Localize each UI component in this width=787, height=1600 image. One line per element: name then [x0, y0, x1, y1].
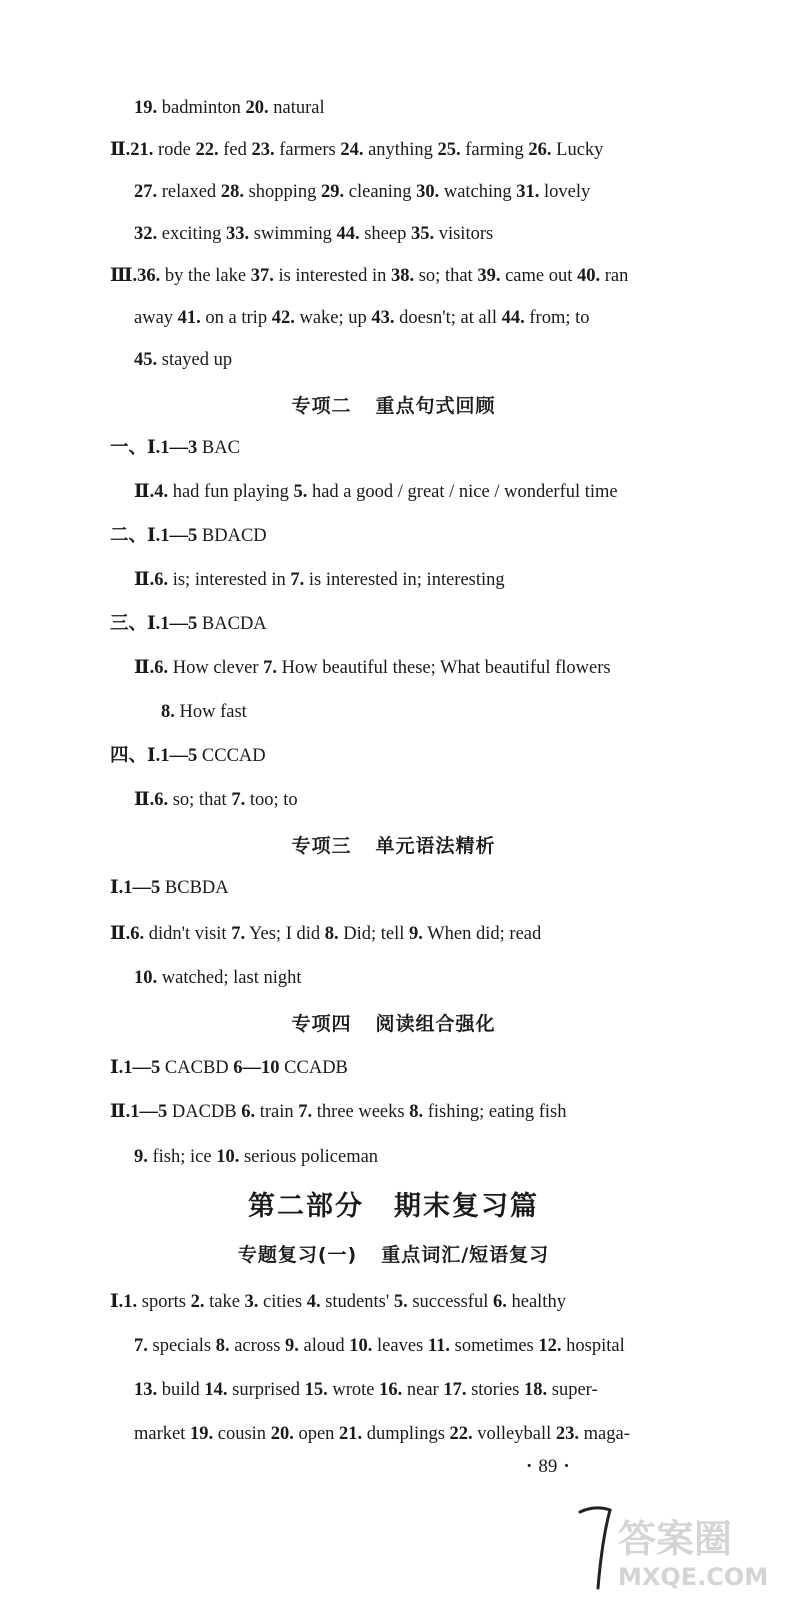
answer-text: is; interested in [168, 570, 291, 590]
answer-line [134, 966, 302, 990]
item-number: 二、Ⅰ.1—5 [110, 526, 198, 546]
answer-text: had fun playing [168, 482, 294, 502]
answer-text: cousin [213, 1424, 271, 1444]
answer-text: CACBD [160, 1058, 234, 1078]
answer-line [134, 180, 590, 204]
item-number: 7. [263, 658, 277, 678]
answer-text: had a good / great / nice / wonderful time [307, 482, 618, 502]
answer-text: market [134, 1424, 190, 1444]
item-number: 4. [306, 1292, 321, 1312]
item-number: 30. [416, 182, 440, 202]
item-number: 6. [241, 1102, 256, 1122]
answer-text: farmers [274, 140, 341, 160]
answer-text: train [255, 1102, 299, 1122]
answer-text: specials [147, 1336, 216, 1356]
item-number: 28. [220, 182, 244, 202]
answer-text: away [134, 308, 178, 328]
item-number: 19. [190, 1424, 214, 1444]
answer-text: watching [439, 182, 517, 202]
answer-text: Yes; I did [245, 924, 325, 944]
item-number: 1. [123, 1292, 138, 1312]
answer-text: build [157, 1380, 205, 1400]
answer-text: BDACD [197, 526, 267, 546]
answer-line [110, 922, 541, 946]
answer-text: came out [500, 266, 577, 286]
item-number: 一、Ⅰ.1—3 [110, 438, 198, 458]
watermark-logo [570, 1500, 780, 1595]
answer-text: across [229, 1336, 286, 1356]
answer-text: lovely [539, 182, 591, 202]
item-number: 20. [270, 1424, 294, 1444]
item-number: 19. [134, 98, 158, 118]
answer-text: stories [466, 1380, 525, 1400]
item-number: 33. [225, 224, 250, 244]
answer-line [134, 348, 232, 372]
answer-text: by the lake [160, 266, 251, 286]
answer-text: is interested in [273, 266, 391, 286]
answer-line [110, 524, 267, 548]
answer-text: successful [407, 1292, 493, 1312]
answer-text: is interested in; interesting [304, 570, 505, 590]
answer-text: CCADB [279, 1058, 348, 1078]
section-roman: Ⅱ. [110, 924, 131, 944]
answer-text: How beautiful these; What beautiful flowers [277, 658, 611, 678]
answer-text: BACDA [197, 614, 267, 634]
answer-text: open [293, 1424, 340, 1444]
item-number: 6. [154, 658, 169, 678]
item-number: 14. [204, 1380, 228, 1400]
section-heading: 专项三 单元语法精析 [291, 835, 496, 857]
item-number: 21. [339, 1424, 363, 1444]
section-roman: Ⅲ. [110, 266, 138, 286]
item-number: 10. [349, 1336, 373, 1356]
pen-stroke-icon [580, 1508, 610, 1588]
section-heading: 专项四 阅读组合强化 [291, 1013, 496, 1035]
item-number: 35. [410, 224, 435, 244]
answer-line [110, 1056, 348, 1080]
answer-line [134, 306, 590, 330]
answer-text: aloud [298, 1336, 350, 1356]
answer-line [134, 1378, 598, 1402]
item-number: 41. [177, 308, 201, 328]
item-number: 20. [245, 98, 269, 118]
answer-line [110, 138, 603, 162]
item-number: 12. [538, 1336, 562, 1356]
answer-text: wrote [327, 1380, 380, 1400]
answer-text: so; that [168, 790, 232, 810]
item-number: Ⅰ.1—5 [110, 878, 161, 898]
item-number: 32. [134, 224, 158, 244]
answer-text: super- [547, 1380, 598, 1400]
answer-line [134, 1334, 625, 1358]
answer-text: farming [460, 140, 529, 160]
item-number: 40. [577, 266, 601, 286]
answer-text: badminton [157, 98, 246, 118]
answer-text: doesn't; at all [394, 308, 502, 328]
section-roman: Ⅱ. [134, 658, 155, 678]
answer-text: Lucky [551, 140, 604, 160]
answer-line [110, 1290, 566, 1314]
item-number: 7. [290, 570, 305, 590]
answer-text: watched; last night [157, 968, 302, 988]
answer-line [134, 1145, 378, 1169]
answer-text: How clever [168, 658, 264, 678]
answer-text: sometimes [450, 1336, 539, 1356]
item-number: 6. [493, 1292, 507, 1312]
answer-text: cleaning [344, 182, 417, 202]
answer-text: so; that [414, 266, 478, 286]
part-heading: 第二部分 期末复习篇 [248, 1191, 539, 1222]
item-number: 5. [293, 482, 308, 502]
answer-text: leaves [372, 1336, 428, 1356]
section-roman: Ⅱ. [134, 482, 155, 502]
item-number: 2. [190, 1292, 205, 1312]
item-number: 22. [449, 1424, 473, 1444]
item-number: 39. [477, 266, 501, 286]
section-roman: Ⅱ. [134, 570, 155, 590]
answer-text: BAC [197, 438, 240, 458]
item-number: 9. [285, 1336, 299, 1356]
answer-text: dumplings [362, 1424, 450, 1444]
watermark-text-url: MXQE.COM [618, 1563, 769, 1591]
answer-line [110, 876, 229, 900]
answer-text: shopping [243, 182, 322, 202]
item-number: 7. [134, 1336, 148, 1356]
item-number: 7. [231, 924, 246, 944]
item-number: 9. [134, 1147, 148, 1167]
item-number: 8. [161, 702, 175, 722]
item-number: 10. [216, 1147, 240, 1167]
item-number: 6—10 [233, 1058, 280, 1078]
answer-text: stayed up [157, 350, 233, 370]
item-number: 9. [409, 924, 423, 944]
item-number: 三、Ⅰ.1—5 [110, 614, 198, 634]
review-heading: 专题复习(一) 重点词汇/短语复习 [237, 1244, 550, 1266]
answer-text: Did; tell [338, 924, 410, 944]
item-number: 6. [154, 790, 169, 810]
answer-text: fishing; eating fish [423, 1102, 567, 1122]
watermark-text-cn: 答案圈 [618, 1517, 733, 1561]
item-number: 42. [271, 308, 295, 328]
answer-text: didn't visit [144, 924, 232, 944]
answer-text: fed [218, 140, 252, 160]
answer-line [110, 1100, 566, 1124]
answer-text: take [204, 1292, 245, 1312]
answer-text: swimming [249, 224, 337, 244]
answer-text: DACDB [167, 1102, 242, 1122]
item-number: 3. [244, 1292, 259, 1312]
answer-text: volleyball [472, 1424, 556, 1444]
section-roman: Ⅰ. [110, 1292, 124, 1312]
item-number: 6. [130, 924, 145, 944]
answer-text: healthy [506, 1292, 566, 1312]
page-number: · 89 · [526, 1456, 570, 1477]
answer-text: wake; up [294, 308, 372, 328]
item-number: 7. [231, 790, 246, 810]
item-number: 17. [443, 1380, 467, 1400]
item-number: 8. [215, 1336, 230, 1356]
answer-text: How fast [174, 702, 247, 722]
answer-text: surprised [227, 1380, 305, 1400]
answer-text: serious policeman [239, 1147, 379, 1167]
item-number: 25. [437, 140, 461, 160]
item-number: Ⅰ.1—5 [110, 1058, 161, 1078]
answer-text: from; to [524, 308, 590, 328]
item-number: 8. [324, 924, 339, 944]
answer-line [134, 480, 618, 504]
answer-text: natural [268, 98, 325, 118]
dot-icon: · [563, 1456, 570, 1477]
item-number: 8. [409, 1102, 424, 1122]
item-number: 四、Ⅰ.1—5 [110, 746, 198, 766]
answer-line [134, 96, 325, 120]
section-roman: Ⅱ. [110, 140, 131, 160]
answer-text: ran [600, 266, 629, 286]
item-number: 4. [154, 482, 169, 502]
item-number: 10. [134, 968, 158, 988]
answer-text: anything [363, 140, 438, 160]
answer-text: BCBDA [160, 878, 229, 898]
answer-line [161, 700, 247, 724]
item-number: 26. [528, 140, 552, 160]
item-number: 36. [137, 266, 161, 286]
item-number: 15. [304, 1380, 328, 1400]
item-number: 22. [195, 140, 219, 160]
answer-text: exciting [157, 224, 226, 244]
item-number: 38. [390, 266, 415, 286]
answer-line [134, 656, 611, 680]
item-number: 44. [336, 224, 360, 244]
item-number: Ⅱ.1—5 [110, 1102, 168, 1122]
answer-text: too; to [245, 790, 298, 810]
item-number: 27. [134, 182, 158, 202]
section-heading: 专项二 重点句式回顾 [291, 395, 496, 417]
answer-text: CCCAD [197, 746, 266, 766]
answer-text: sports [137, 1292, 191, 1312]
answer-text: on a trip [200, 308, 272, 328]
item-number: 21. [130, 140, 154, 160]
answer-line [110, 744, 266, 768]
answer-line [110, 436, 240, 460]
answer-text: visitors [434, 224, 494, 244]
answer-line [134, 568, 505, 592]
item-number: 16. [379, 1380, 403, 1400]
item-number: 23. [251, 140, 275, 160]
item-number: 23. [555, 1424, 580, 1444]
answer-text: relaxed [157, 182, 221, 202]
dot-icon: · [526, 1456, 533, 1477]
answer-line [110, 264, 628, 288]
answer-text: fish; ice [147, 1147, 217, 1167]
answer-text: rode [153, 140, 196, 160]
answer-text: maga- [579, 1424, 630, 1444]
item-number: 37. [250, 266, 274, 286]
answer-text: hospital [561, 1336, 625, 1356]
section-roman: Ⅱ. [134, 790, 155, 810]
item-number: 45. [134, 350, 158, 370]
item-number: 24. [340, 140, 364, 160]
item-number: 11. [427, 1336, 450, 1356]
answer-line [110, 612, 267, 636]
item-number: 44. [501, 308, 525, 328]
item-number: 13. [134, 1380, 158, 1400]
item-number: 6. [154, 570, 169, 590]
item-number: 31. [516, 182, 540, 202]
item-number: 29. [321, 182, 345, 202]
answer-text: cities [258, 1292, 307, 1312]
item-number: 7. [298, 1102, 313, 1122]
item-number: 18. [524, 1380, 548, 1400]
answer-text: sheep [359, 224, 411, 244]
item-number: 5. [393, 1292, 408, 1312]
answer-text: When did; read [422, 924, 542, 944]
answer-line [134, 788, 298, 812]
answer-text: three weeks [312, 1102, 410, 1122]
answer-line [134, 222, 493, 246]
answer-line [134, 1422, 630, 1446]
answer-text: near [402, 1380, 444, 1400]
answer-text: students' [320, 1292, 394, 1312]
item-number: 43. [371, 308, 395, 328]
